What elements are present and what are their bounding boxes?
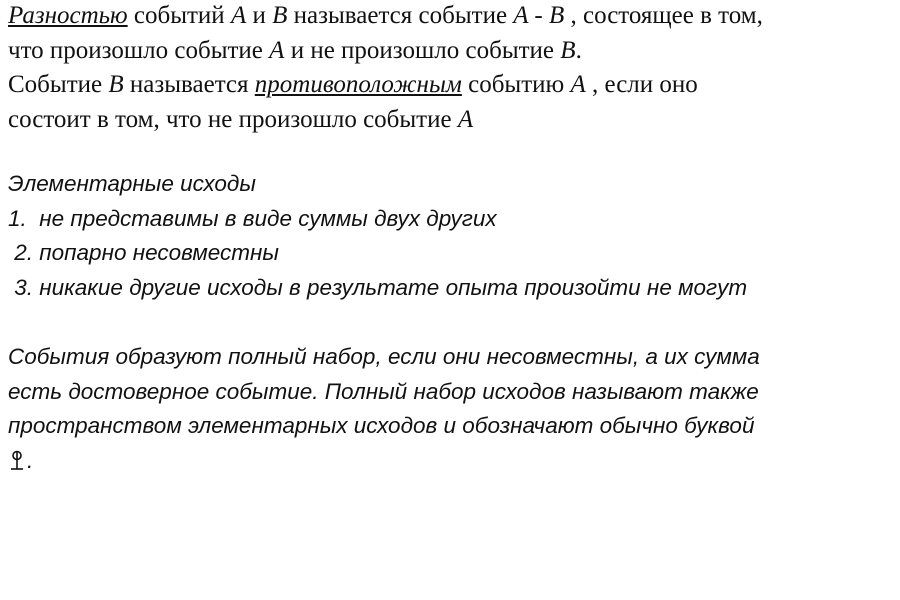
full-set-period: . (27, 447, 34, 473)
event-a: A (230, 2, 247, 29)
elementary-outcomes-heading: Элементарные исходы (8, 171, 256, 196)
elementary-outcome-item: 1. не представимы в виде суммы двух других (8, 205, 497, 231)
event-a: A (457, 105, 474, 133)
text-fragment: и не произошло событие (284, 36, 561, 64)
text-fragment: событию (461, 71, 571, 98)
event-a: A (269, 36, 285, 64)
event-b: B (272, 2, 288, 29)
definition-difference-line-1 (8, 0, 893, 34)
definitions-section (8, 0, 893, 137)
text-fragment: состоит в том, что не произошло событие (8, 105, 458, 133)
elementary-outcome-item: 3. никакие другие исходы в результате опыта произойти не могут (8, 274, 748, 300)
event-b: B (560, 36, 576, 64)
elementary-outcomes-section (8, 167, 893, 305)
definition-opposite-line-2 (8, 103, 893, 138)
full-set-section (8, 340, 893, 478)
text-fragment: называется (123, 71, 255, 98)
full-set-symbol-line (8, 444, 893, 479)
event-b: B (108, 71, 124, 98)
text-fragment: событий (127, 2, 231, 29)
elementary-outcome-item: 2. попарно несовместны (8, 240, 279, 265)
term-opposite: противоположным (254, 71, 462, 98)
term-difference: Разностью (8, 2, 128, 29)
full-set-line: События образуют полный набор, если они несовместны, а их сумма (8, 344, 760, 369)
text-fragment: Событие (8, 71, 109, 98)
text-fragment: . (575, 36, 582, 64)
full-set-line: пространством элементарных исходов и обозначают обычно буквой (8, 413, 755, 438)
event-a: A (570, 71, 586, 98)
event-a-minus-b: A - B (513, 2, 565, 29)
full-set-line: есть достоверное событие. Полный набор исходов называют также (8, 378, 759, 404)
omega-symbol-icon (8, 447, 26, 482)
definition-difference-line-2 (8, 34, 893, 69)
text-fragment: , состоящее в том, (564, 2, 763, 29)
text-fragment: что произошло событие (8, 36, 270, 64)
text-fragment: называется событие (287, 2, 514, 29)
text-fragment: , если оно (585, 71, 698, 98)
definition-opposite-line-1 (8, 68, 893, 103)
text-fragment: и (246, 2, 273, 29)
